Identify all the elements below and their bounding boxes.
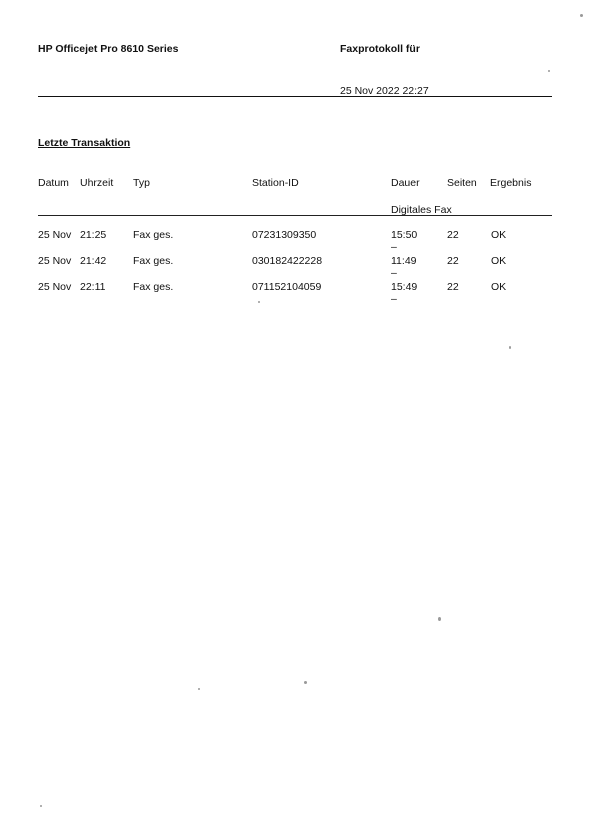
report-datetime: 25 Nov 2022 22:27: [340, 85, 429, 97]
table-row-seiten: 22: [447, 281, 459, 293]
report-title: Faxprotokoll für: [340, 43, 420, 55]
table-row-seiten: 22: [447, 255, 459, 267]
table-row-ergebnis: OK: [491, 281, 507, 293]
table-row-datum: 25 Nov: [38, 255, 72, 267]
scan-speck: [548, 70, 550, 72]
scan-speck: [438, 617, 441, 621]
table-row-uhrzeit: 22:11: [80, 281, 106, 293]
table-row-typ: Fax ges.: [133, 229, 174, 241]
scan-speck: [40, 805, 42, 807]
header-divider: [38, 96, 552, 97]
column-header-dauer: Dauer: [391, 177, 420, 189]
scan-speck: [198, 688, 200, 690]
table-row-dauer: 15:50: [391, 229, 418, 241]
table-row-uhrzeit: 21:42: [80, 255, 107, 267]
scan-speck: [258, 301, 260, 303]
scan-speck: [509, 346, 511, 349]
table-row-ergebnis: OK: [491, 255, 507, 267]
section-title: Letzte Transaktion: [38, 137, 131, 149]
table-row-dauer: 15:49: [391, 281, 418, 293]
table-row-dash: –: [391, 293, 397, 305]
table-row-dash: –: [391, 267, 397, 279]
table-subheader: Digitales Fax: [391, 204, 452, 216]
table-row-uhrzeit: 21:25: [80, 229, 107, 241]
column-header-seiten: Seiten: [447, 177, 477, 189]
column-header-datum: Datum: [38, 177, 69, 189]
table-divider: [38, 215, 552, 216]
table-row-datum: 25 Nov: [38, 281, 72, 293]
table-row-station: 07231309350: [252, 229, 317, 241]
device-name: HP Officejet Pro 8610 Series: [38, 43, 179, 55]
column-header-typ: Typ: [133, 177, 150, 189]
table-row-dash: –: [391, 241, 397, 253]
scan-speck: [580, 14, 583, 17]
table-row-seiten: 22: [447, 229, 459, 241]
table-row-station: 030182422228: [252, 255, 323, 267]
table-row-datum: 25 Nov: [38, 229, 72, 241]
column-header-station: Station-ID: [252, 177, 299, 189]
column-header-ergebnis: Ergebnis: [490, 177, 532, 189]
table-row-typ: Fax ges.: [133, 255, 174, 267]
table-row-dauer: 11:49: [391, 255, 417, 267]
table-row-typ: Fax ges.: [133, 281, 174, 293]
table-row-station: 071152104059: [252, 281, 322, 293]
scan-speck: [304, 681, 307, 684]
column-header-uhrzeit: Uhrzeit: [80, 177, 114, 189]
table-row-ergebnis: OK: [491, 229, 507, 241]
